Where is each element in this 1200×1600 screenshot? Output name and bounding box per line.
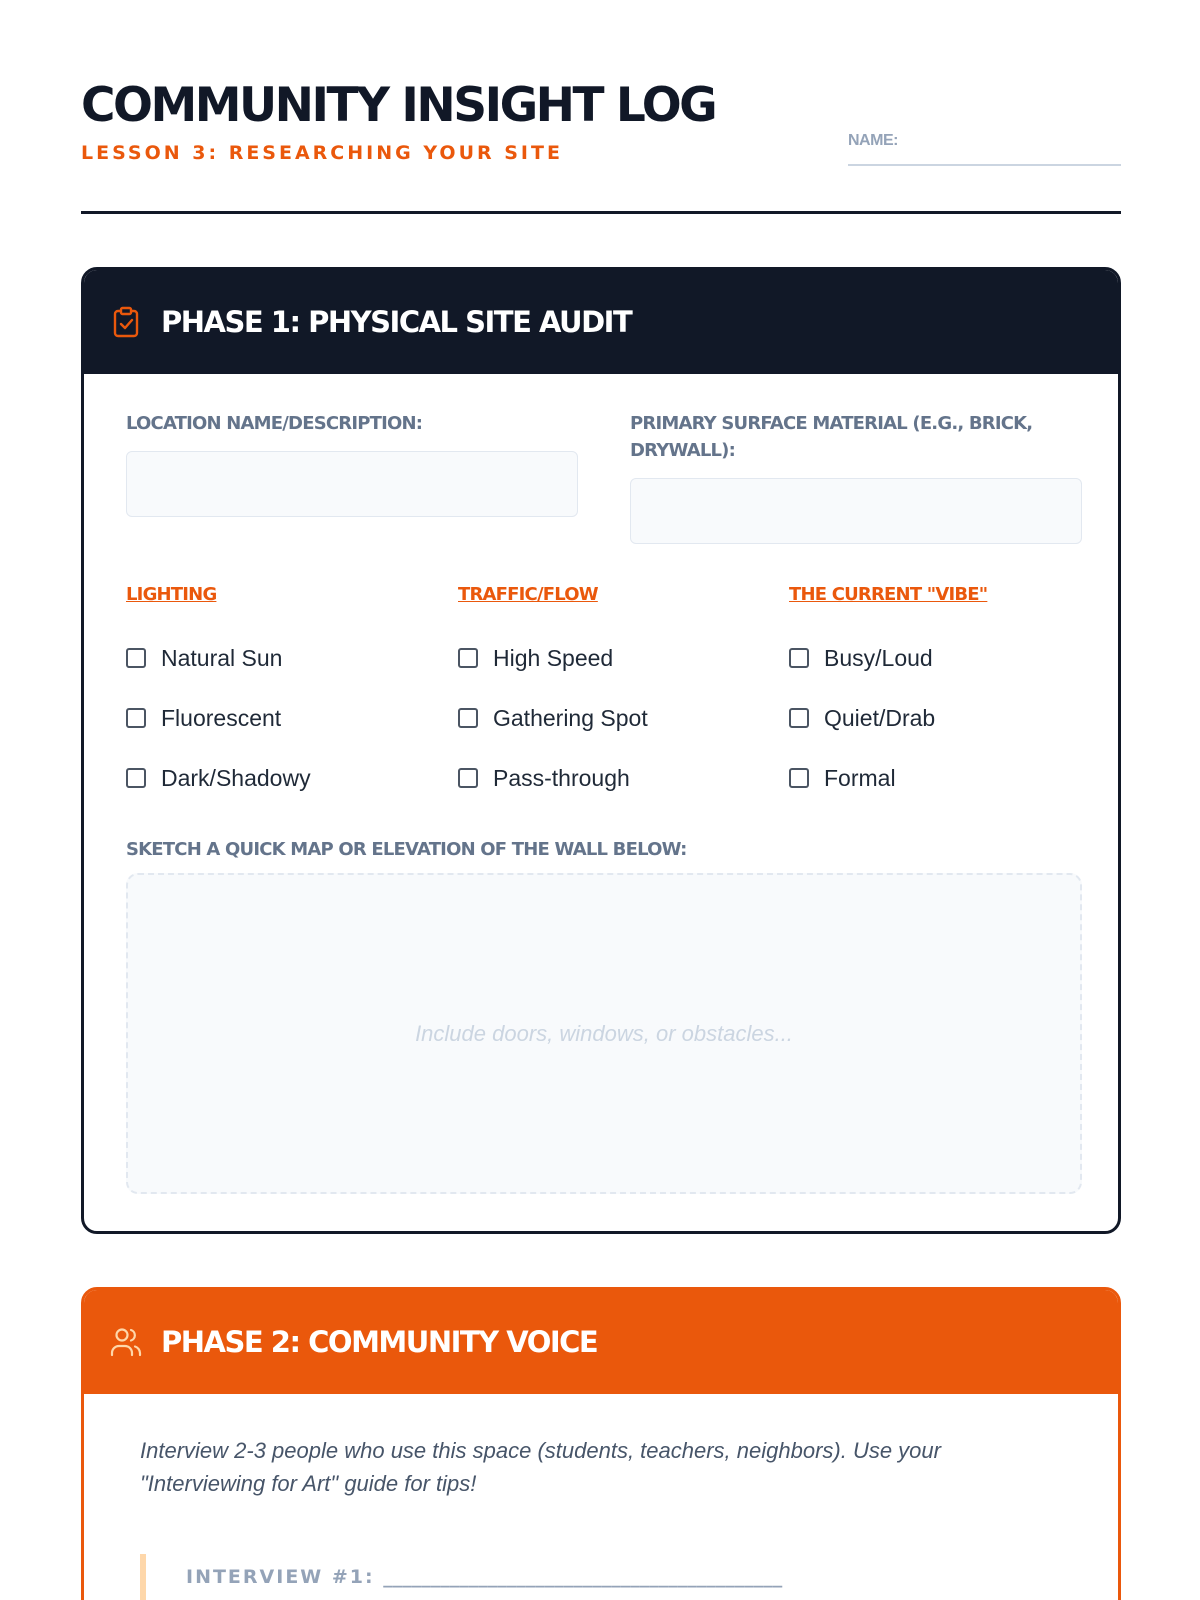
traffic-heading: TRAFFIC/FLOW (458, 584, 598, 605)
option-label: Pass-through (493, 764, 630, 791)
option-pass-through[interactable] (458, 748, 758, 808)
checkbox[interactable] (458, 708, 478, 728)
location-label: LOCATION NAME/DESCRIPTION: (126, 413, 423, 434)
surface-input[interactable] (630, 478, 1082, 544)
phase-1-title: PHASE 1: PHYSICAL SITE AUDIT (161, 305, 632, 339)
vibe-column (789, 583, 1089, 808)
page-header (81, 78, 1121, 214)
option-dark-shadowy[interactable] (126, 748, 426, 808)
checkbox[interactable] (458, 648, 478, 668)
checkbox[interactable] (789, 708, 809, 728)
phase-2-intro: Interview 2-3 people who use this space (students, teachers, neighbors). Use your "Interviewing for Art" guide for tips! (140, 1438, 941, 1496)
option-high-speed[interactable] (458, 628, 758, 688)
phase-1-header (84, 270, 1118, 374)
option-label: Dark/Shadowy (161, 764, 311, 791)
surface-field (630, 410, 1082, 544)
interview-1-blank[interactable]: __________________________________________ (383, 1566, 783, 1588)
checkbox[interactable] (126, 648, 146, 668)
interview-1-label: INTERVIEW #1: (186, 1566, 375, 1588)
option-gathering-spot[interactable] (458, 688, 758, 748)
checkbox[interactable] (126, 768, 146, 788)
option-label: Quiet/Drab (824, 704, 936, 731)
name-label: NAME: (848, 132, 898, 149)
traffic-column (458, 583, 758, 808)
option-quiet-drab[interactable] (789, 688, 1089, 748)
name-field[interactable] (848, 132, 1121, 166)
option-label: Gathering Spot (493, 704, 648, 731)
sketch-area[interactable] (126, 873, 1082, 1194)
checkbox[interactable] (458, 768, 478, 788)
sketch-placeholder: Include doors, windows, or obstacles... (415, 1020, 793, 1046)
interview-1-block (140, 1554, 782, 1600)
option-label: Fluorescent (161, 704, 282, 731)
option-natural-sun[interactable] (126, 628, 426, 688)
option-label: High Speed (493, 644, 614, 671)
clipboard-check-icon (110, 306, 142, 338)
vibe-heading: THE CURRENT "VIBE" (789, 584, 988, 605)
option-label: Busy/Loud (824, 644, 933, 671)
option-formal[interactable] (789, 748, 1089, 808)
option-label: Formal (824, 764, 896, 791)
phase-2-card (81, 1287, 1121, 1600)
option-label: Natural Sun (161, 644, 283, 671)
checkbox[interactable] (789, 648, 809, 668)
lighting-column (126, 583, 426, 808)
checkbox[interactable] (126, 708, 146, 728)
surface-label: PRIMARY SURFACE MATERIAL (E.G., BRICK, DRYWALL): (630, 413, 1033, 461)
sketch-label: SKETCH A QUICK MAP OR ELEVATION OF THE WALL BELOW: (126, 839, 687, 860)
page-subtitle: LESSON 3: RESEARCHING YOUR SITE (81, 142, 563, 164)
option-fluorescent[interactable] (126, 688, 426, 748)
checkbox[interactable] (789, 768, 809, 788)
option-busy-loud[interactable] (789, 628, 1089, 688)
location-field (126, 410, 578, 517)
phase-1-card (81, 267, 1121, 1234)
location-input[interactable] (126, 451, 578, 517)
phase-2-header (84, 1290, 1118, 1394)
phase-2-title: PHASE 2: COMMUNITY VOICE (161, 1325, 598, 1359)
lighting-heading: LIGHTING (126, 584, 217, 605)
page-title: COMMUNITY INSIGHT LOG (81, 78, 716, 133)
users-icon (110, 1326, 142, 1358)
